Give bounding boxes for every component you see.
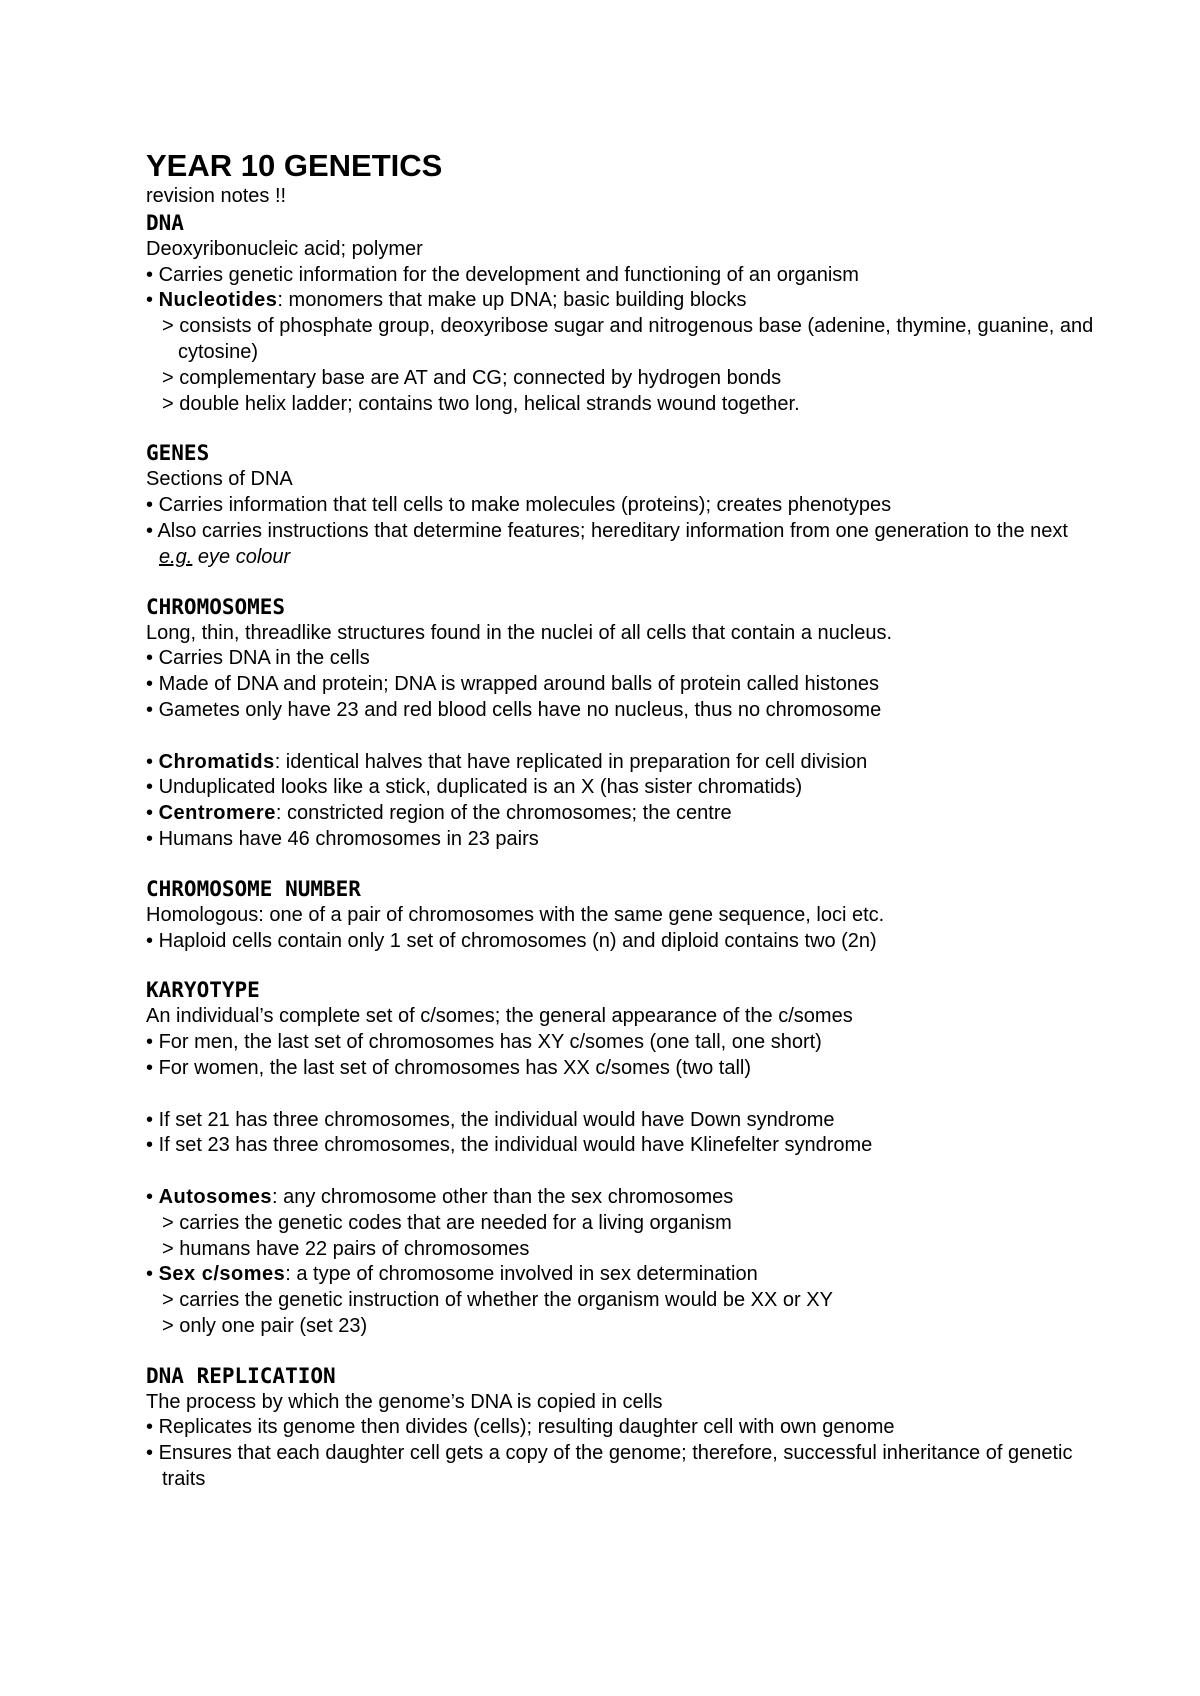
bullet-item: • Carries genetic information for the development and functioning of an organism <box>146 263 859 286</box>
bullet-item: • If set 21 has three chromosomes, the individual would have Down syndrome <box>146 1108 835 1131</box>
bullet-item: • Unduplicated looks like a stick, duplicated is an X (has sister chromatids) <box>146 776 803 799</box>
sub-point: > carries the genetic instruction of whether the organism would be XX or XY <box>162 1289 833 1312</box>
sub-point: > only one pair (set 23) <box>162 1314 368 1337</box>
page-subtitle: revision notes !! <box>146 185 287 207</box>
bullet-item: • Also carries instructions that determine features; hereditary information from one generation to the next <box>146 519 1068 542</box>
sub-point: > complementary base are AT and CG; connected by hydrogen bonds <box>162 366 782 389</box>
definition-text: The process by which the genome’s DNA is copied in cells <box>146 1390 663 1413</box>
section-heading: KARYOTYPE <box>146 978 260 1003</box>
bullet-item: • Centromere: constricted region of the chromosomes; the centre <box>146 802 732 825</box>
key-term: Chromatids <box>158 750 275 773</box>
blank-line <box>146 1082 1120 1108</box>
bullet-item: • Humans have 46 chromosomes in 23 pairs <box>146 827 539 850</box>
example-label: e.g. <box>159 545 193 568</box>
page-title: YEAR 10 GENETICS <box>146 148 443 183</box>
bullet-item: • Autosomes: any chromosome other than the sex chromosomes <box>146 1185 734 1208</box>
bullet-item: • For women, the last set of chromosomes has XX c/somes (two tall) <box>146 1056 751 1079</box>
blank-line <box>146 1159 1120 1185</box>
sub-point: > carries the genetic codes that are needed for a living organism <box>162 1211 732 1234</box>
bullet-item: • Carries information that tell cells to make molecules (proteins); creates phenotypes <box>146 494 892 517</box>
bullet-item: • Sex c/somes: a type of chromosome involved in sex determination <box>146 1263 758 1286</box>
bullet-item: • Chromatids: identical halves that have replicated in preparation for cell division <box>146 750 868 773</box>
key-term: Centromere <box>158 802 276 825</box>
bullet-item: • Made of DNA and protein; DNA is wrapped around balls of protein called histones <box>146 673 879 696</box>
section-genes <box>146 440 1120 570</box>
bullet-item: • If set 23 has three chromosomes, the individual would have Klinefelter syndrome <box>146 1134 873 1157</box>
definition-text: Homologous: one of a pair of chromosomes with the same gene sequence, loci etc. <box>146 903 885 926</box>
bullet-item: • Haploid cells contain only 1 set of chromosomes (n) and diploid contains two (2n) <box>146 929 877 952</box>
bullet-item: • Gametes only have 23 and red blood cells have no nucleus, thus no chromosome <box>146 698 882 721</box>
section-chromosome-number <box>146 876 1120 955</box>
section-heading: CHROMOSOME NUMBER <box>146 876 361 901</box>
section-heading: DNA <box>146 210 184 235</box>
section-heading: GENES <box>146 441 210 466</box>
sub-point: > humans have 22 pairs of chromosomes <box>162 1237 530 1260</box>
key-term: Autosomes <box>158 1185 272 1208</box>
section-dna <box>146 210 1120 418</box>
definition-text: Deoxyribonucleic acid; polymer <box>146 237 423 260</box>
sub-point: > consists of phosphate group, deoxyribose sugar and nitrogenous base (adenine, thymine, guanine, and cytosine) <box>162 315 1094 363</box>
key-term: Sex c/somes <box>158 1263 286 1286</box>
definition-text: Sections of DNA <box>146 468 293 491</box>
blank-line <box>146 724 1120 750</box>
sub-point: > double helix ladder; contains two long, helical strands wound together. <box>162 392 800 415</box>
section-heading: DNA REPLICATION <box>146 1363 336 1388</box>
definition-text: Long, thin, threadlike structures found in the nuclei of all cells that contain a nucleus. <box>146 621 893 644</box>
definition-text: An individual’s complete set of c/somes; the general appearance of the c/somes <box>146 1005 853 1028</box>
section-chromosomes <box>146 594 1120 853</box>
bullet-item: • Ensures that each daughter cell gets a copy of the genome; therefore, successful inheritance of genetic traits <box>146 1442 1073 1491</box>
bullet-item: • For men, the last set of chromosomes has XY c/somes (one tall, one short) <box>146 1031 822 1054</box>
bullet-item: • Nucleotides: monomers that make up DNA; basic building blocks <box>146 289 747 312</box>
bullet-item: • Replicates its genome then divides (cells); resulting daughter cell with own genome <box>146 1416 895 1439</box>
example-text: e.g. eye colour <box>159 545 291 568</box>
sections-container <box>146 210 1120 1493</box>
bullet-item: • Carries DNA in the cells <box>146 647 370 670</box>
section-dna-replication <box>146 1363 1120 1493</box>
key-term: Nucleotides <box>158 289 278 312</box>
section-heading: CHROMOSOMES <box>146 594 286 619</box>
section-karyotype <box>146 977 1120 1339</box>
